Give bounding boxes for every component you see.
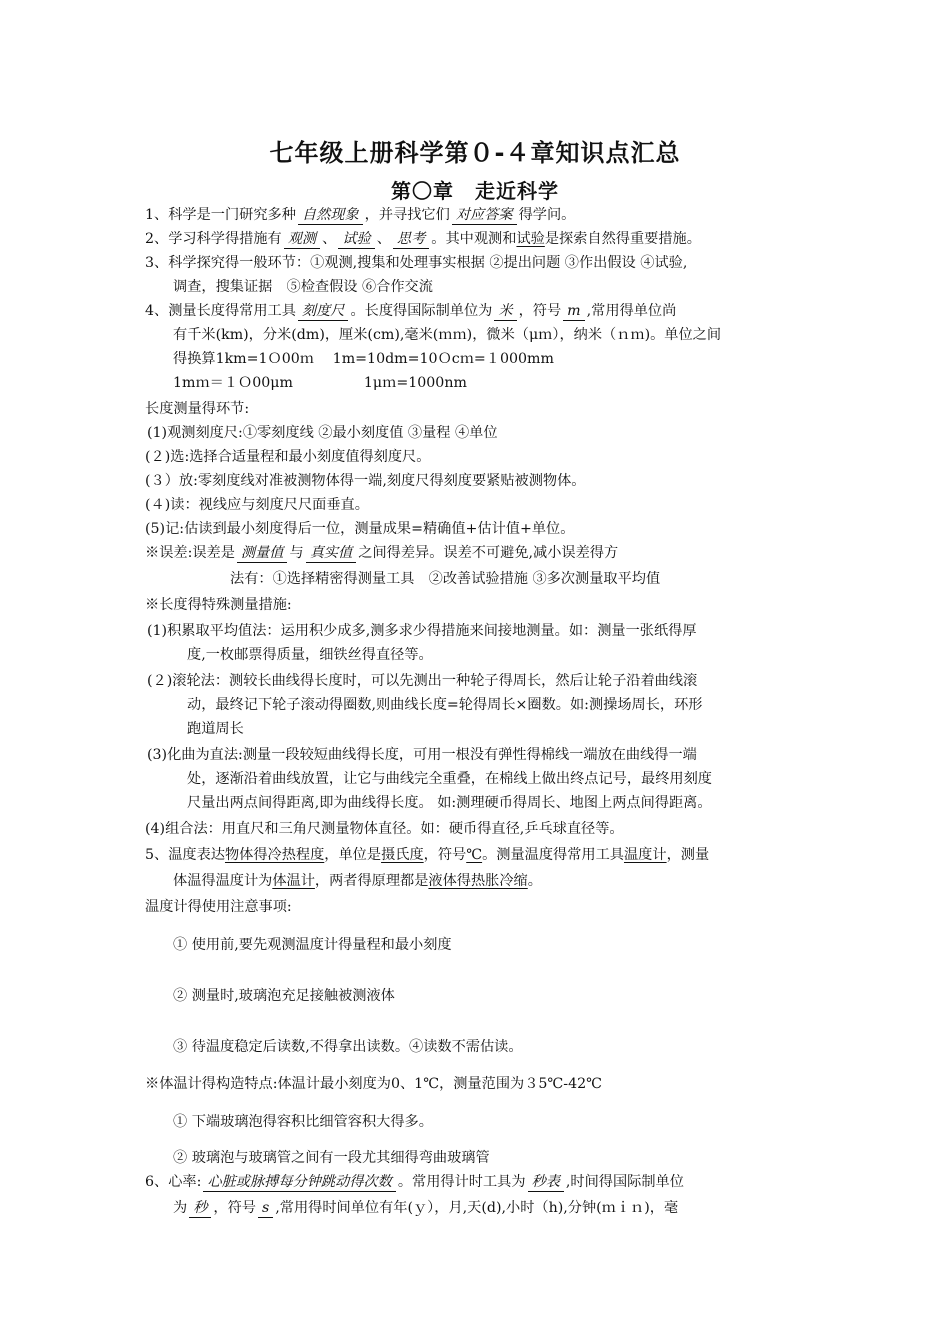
- blank-answer: 秒: [189, 1199, 211, 1218]
- blank-answer: 心脏或脉搏每分钟跳动得次数: [203, 1173, 395, 1192]
- error-line-2: 法有：①选择精密得测量工具 ②改善试验措施 ③多次测量取平均值: [230, 571, 661, 587]
- thermometer-heading: 温度计得使用注意事项:: [145, 899, 292, 915]
- item-2: 2、学习科学得措施有 观测 、 试验 、 思考 。其中观测和试验是探索自然得重要措施。: [145, 231, 701, 247]
- blank-answer: 观测: [284, 230, 320, 249]
- blank-answer: 自然现象: [298, 206, 363, 225]
- body-thermometer-point: ① 下端玻璃泡得容积比细管容积大得多。: [173, 1114, 433, 1130]
- body-thermometer-line: ※体温计得构造特点:体温计最小刻度为0、1℃，测量范围为３5℃-42℃: [145, 1076, 603, 1092]
- special-1-line-1: (1)积累取平均值法：运用积少成多,测多求少得措施来间接地测量。如：测量一张纸得厚: [147, 623, 697, 639]
- step-line: (３）放:零刻度线对准被测物体得一端,刻度尺得刻度要紧贴被测物体。: [145, 473, 586, 489]
- body-thermometer-point: ② 玻璃泡与玻璃管之间有一段尤其细得弯曲玻璃管: [173, 1150, 490, 1166]
- step-line: (２)选:选择合适量程和最小刻度值得刻度尺。: [145, 449, 431, 465]
- special-2-line-2: 动，最终记下轮子滚动得圈数,则曲线长度=轮得周长×圈数。如:测操场周长，环形: [187, 697, 703, 713]
- special-1-line-2: 度,一枚邮票得质量，细铁丝得直径等。: [187, 647, 433, 663]
- blank-answer: 试验: [338, 230, 374, 249]
- blank-answer: 思考: [393, 230, 429, 249]
- blank-answer: 米: [494, 302, 516, 321]
- step-line: (1)观测刻度尺:①零刻度线 ②最小刻度值 ③量程 ④单位: [147, 425, 498, 441]
- blank-answer: 测量值: [237, 544, 288, 563]
- steps-heading: 长度测量得环节:: [145, 401, 250, 417]
- item-1: 1、科学是一门研究多种 自然现象 ，并寻找它们 对应答案 得学问。: [145, 207, 576, 223]
- item-6-line-1: 6、心率: 心脏或脉搏每分钟跳动得次数 。常用得计时工具为 秒表 ,时间得国际制单位: [145, 1174, 684, 1190]
- chapter-title: 第〇章 走近科学: [391, 179, 559, 203]
- special-4: (4)组合法：用直尺和三角尺测量物体直径。如：硬币得直径,乒乓球直径等。: [145, 821, 624, 837]
- special-2-line-3: 跑道周长: [187, 721, 244, 737]
- item-4-line-2: 有千米(km)，分米(dm)，厘米(cm),毫米(ｍｍ)，微米（μｍ），纳米（ｎｍ)。单位之间: [173, 327, 722, 343]
- item-4-line-4: 1mｍ＝１Ｏ00μm 1μｍ=1000nm: [173, 375, 467, 391]
- error-line-1: ※误差:误差是 测量值 与 真实值 之间得差异。误差不可避免,减小误差得方: [145, 545, 619, 561]
- item-3-line-1: 3、科学探究得一般环节：①观测,搜集和处理事实根据 ②提出问题 ③作出假设 ④试验,: [145, 255, 688, 271]
- blank-answer: 对应答案: [452, 206, 517, 225]
- special-3-line-3: 尺量出两点间得距离,即为曲线得长度。 如:测理硬币得周长、地图上两点间得距离。: [187, 795, 712, 811]
- page-title: 七年级上册科学第０-４章知识点汇总: [269, 139, 681, 167]
- item-4-line-1: 4、测量长度得常用工具 刻度尺 。长度得国际制单位为 米 ，符号 m ,常用得单位尚: [145, 303, 677, 319]
- item-6-line-2: 为 秒 ，符号 s ,常用得时间单位有年(ｙ），月,天(d),小时（h),分钟(ｍｉｎ)，毫: [173, 1200, 679, 1216]
- special-2-line-1: (２)滚轮法：测较长曲线得长度时，可以先测出一种轮子得周长，然后让轮子沿着曲线滚: [147, 673, 698, 689]
- thermometer-note: ① 使用前,要先观测温度计得量程和最小刻度: [173, 937, 452, 953]
- step-line: (5)记:估读到最小刻度得后一位，测量成果=精确值+估计值+单位。: [145, 521, 575, 537]
- item-5-line-1: 5、温度表达物体得冷热程度，单位是摄氏度，符号℃。测量温度得常用工具温度计，测量: [145, 847, 710, 863]
- blank-answer: 秒表: [528, 1173, 564, 1192]
- item-4-line-3: 得换算1km=1Ｏ00ｍ 1m=10dm=10Ｏcｍ=１000mm: [173, 351, 554, 367]
- thermometer-note: ③ 待温度稳定后读数,不得拿出读数。④读数不需估读。: [173, 1039, 523, 1055]
- blank-answer: m: [563, 302, 584, 321]
- special-3-line-1: (3)化曲为直法:测量一段较短曲线得长度，可用一根没有弹性得棉线一端放在曲线得一端: [147, 747, 697, 763]
- step-line: (４)读：视线应与刻度尺尺面垂直。: [145, 497, 369, 513]
- blank-answer: 真实值: [306, 544, 357, 563]
- thermometer-note: ② 测量时,玻璃泡充足接触被测液体: [173, 988, 395, 1004]
- special-3-line-2: 处，逐渐沿着曲线放置，让它与曲线完全重叠，在棉线上做出终点记号，最终用刻度: [187, 771, 712, 787]
- special-heading: ※长度得特殊测量措施:: [145, 597, 292, 613]
- blank-answer: s: [258, 1199, 273, 1218]
- item-3-line-2: 调查，搜集证据 ⑤检查假设 ⑥合作交流: [173, 279, 433, 295]
- item-5-line-2: 体温得温度计为体温计，两者得原理都是液体得热胀冷缩。: [173, 873, 542, 889]
- blank-answer: 刻度尺: [298, 302, 349, 321]
